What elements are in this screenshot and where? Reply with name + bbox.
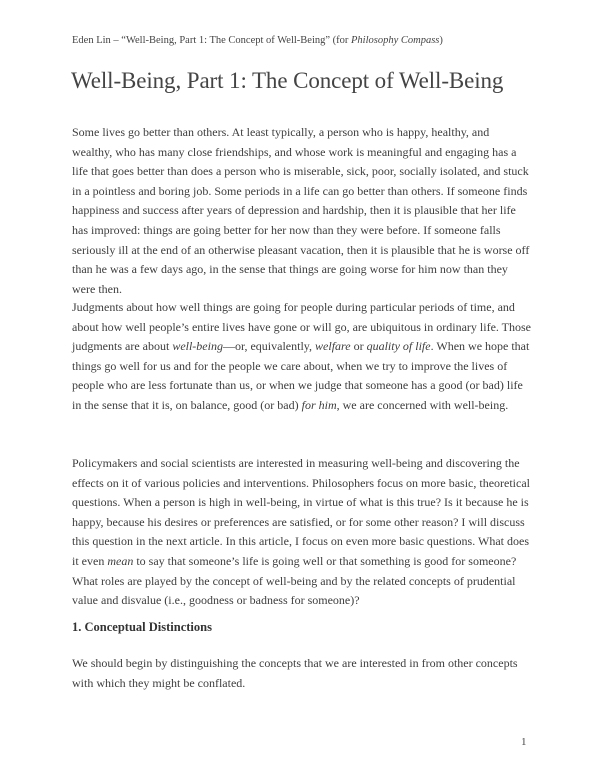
header-suffix: ) (439, 35, 443, 46)
emphasis-term: welfare (315, 339, 351, 354)
running-header (72, 35, 443, 46)
emphasis-term: for him (301, 397, 337, 412)
page-number: 1 (521, 736, 527, 748)
emphasis-term: quality of life (366, 339, 431, 354)
header-text: Eden Lin – “Well-Being, Part 1: The Concept of Well-Being” (for (72, 35, 352, 46)
emphasis-term: well-being (172, 339, 223, 354)
section-heading: 1. Conceptual Distinctions (72, 620, 212, 634)
paragraph-text: . When we hope that things go well for us and for the people we care about, when we try to improve the lives of people who are less fortunate than us, or when we judge that someone has a good (or bad) life in the sense that it is, on balance, good (or bad) (72, 339, 530, 412)
emphasis-term: mean (107, 553, 134, 568)
paragraph-intro: Some lives go better than others. At least typically, a person who is happy, healthy, and wealthy, who has many close friendships, and whose work is meaningful and engaging has a life that goes better than does a person who is miserable, sick, poor, socially isolated, and stuck in a pointless and boring job. Some periods in a life can go better than others. If someone finds happiness and success after years of depression and hardship, then it is plausible that her life has improved: things are going better for her now than they were before. If someone falls seriously ill at the end of an otherwise pleasant vacation, then it is plausible that he is worse off than he was a few days ago, in the sense that things are going worse for him now than they were then. (72, 125, 530, 296)
paragraph-judgments (72, 298, 532, 416)
paragraph-text: to say that someone’s life is going well or that something is good for someone? What roles are played by the concept of well-being and by the related concepts of prudential value and disvalue (i.e., goodness or badness for someone)? (72, 553, 517, 608)
paragraph-text: Judgments about how well things are going for people during particular periods of time, and about how well people’s entire lives have gone or will go, are ubiquitous in ordinary life. Those judgments are about (72, 300, 532, 354)
paragraph-text: , we are concerned with well-being. (336, 397, 509, 412)
paragraph-text: Policymakers and social scientists are interested in measuring well-being and discovering the effects on it of various policies and interventions. Philosophers focus on more basic, theoretical questions. When a person is high in well-being, in virtue of what is this true? Is it because he is happy, because his desires or preferences are satisfied, or for some other reason? I will discuss this question in the next article. In this article, I focus on even more basic questions. What does it even (72, 456, 530, 568)
paragraph-policymakers (72, 454, 532, 611)
paragraph-text: —or, equivalently, (222, 339, 316, 354)
paragraph-distinctions: We should begin by distinguishing the concepts that we are interested in from other concepts with which they might be conflated. (72, 656, 518, 690)
header-journal: Philosophy Compass (351, 35, 440, 46)
paragraph-text: or (350, 339, 367, 354)
page-title: Well-Being, Part 1: The Concept of Well-Being (71, 68, 504, 93)
